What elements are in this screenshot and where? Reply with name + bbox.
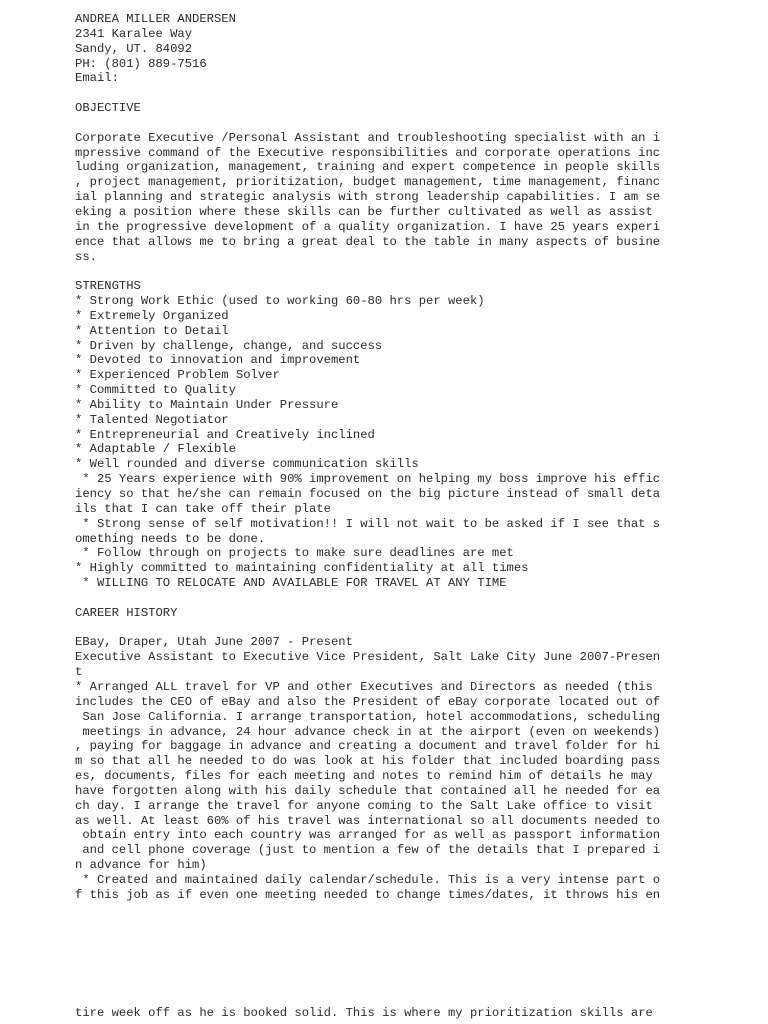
duty-line: and cell phone coverage (just to mention a few of the details that I prepared i (75, 843, 661, 858)
duty-line: , paying for baggage in advance and creating a document and travel folder for hi (75, 739, 661, 754)
objective-paragraph (75, 131, 755, 265)
strength-item: * Talented Negotiator (75, 412, 229, 427)
duty-line: San Jose California. I arrange transportation, hotel accommodations, scheduling (75, 709, 661, 724)
strength-item: * Follow through on projects to make sure deadlines are met (75, 546, 514, 561)
contact-street: 2341 Karalee Way (75, 26, 193, 41)
duty-line: m so that all he needed to do was look at his folder that included boarding pass (75, 754, 661, 769)
objective-line: in the progressive development of a quality organization. I have 25 years experi (75, 219, 661, 234)
strengths-list (75, 294, 755, 591)
continued-line: tire week off as he is booked solid. This is where my prioritization skills are (75, 1006, 653, 1020)
strength-item: * Ability to Maintain Under Pressure (75, 397, 339, 412)
contact-phone: PH: (801) 889-7516 (75, 56, 207, 71)
duty-line: * Arranged ALL travel for VP and other Executives and Directors as needed (this (75, 679, 653, 694)
spacer (75, 116, 755, 131)
job-entry (75, 635, 755, 680)
job-line: t (75, 665, 83, 680)
objective-line: luding organization, management, training and expert competence in people skills (75, 160, 661, 175)
spacer (75, 86, 755, 101)
job-duties (75, 680, 755, 903)
job-line: Executive Assistant to Executive Vice President, Salt Lake City June 2007-Presen (75, 650, 661, 665)
strength-item: ils that I can take off their plate (75, 501, 331, 516)
strength-item: * Strong Work Ethic (used to working 60-80 hrs per week) (75, 294, 485, 309)
spacer (75, 591, 755, 606)
career-heading: CAREER HISTORY (75, 605, 178, 620)
resume-page (75, 12, 755, 903)
spacer (75, 264, 755, 279)
strength-item: * Highly committed to maintaining confidentiality at all times (75, 561, 529, 576)
job-line: EBay, Draper, Utah June 2007 - Present (75, 635, 353, 650)
strength-item: * Extremely Organized (75, 308, 229, 323)
strength-item: iency so that he/she can remain focused on the big picture instead of small deta (75, 487, 661, 501)
objective-line: eking a position where these skills can be further cultivated as well as assist (75, 204, 653, 219)
objective-line: Corporate Executive /Personal Assistant and troubleshooting specialist with an i (75, 130, 661, 145)
strength-item: * Well rounded and diverse communication skills (75, 457, 419, 472)
duty-line: obtain entry into each country was arranged for as well as passport information (75, 828, 661, 843)
duty-line: f this job as if even one meeting needed to change times/dates, it throws his en (75, 887, 661, 902)
objective-heading: OBJECTIVE (75, 101, 141, 116)
objective-line: ss. (75, 249, 97, 264)
strength-item: * WILLING TO RELOCATE AND AVAILABLE FOR TRAVEL AT ANY TIME (75, 576, 507, 591)
strength-item: * Strong sense of self motivation!! I will not wait to be asked if I see that s (75, 516, 661, 531)
duty-line: as well. At least 60% of his travel was international so all documents needed to (75, 813, 661, 828)
strength-item: * Experienced Problem Solver (75, 368, 280, 383)
strength-item: * Devoted to innovation and improvement (75, 353, 361, 368)
strength-item: * Driven by challenge, change, and success (75, 338, 383, 353)
objective-line: , project management, prioritization, budget management, time management, financ (75, 175, 661, 190)
objective-line: mpressive command of the Executive responsibilities and corporate operations inc (75, 145, 661, 160)
strength-item: * Committed to Quality (75, 383, 236, 398)
duty-line: includes the CEO of eBay and also the President of eBay corporate located out of (75, 694, 661, 709)
duty-line: * Created and maintained daily calendar/schedule. This is a very intense part o (75, 872, 661, 887)
strengths-heading: STRENGTHS (75, 279, 141, 294)
objective-line: ial planning and strategic analysis with strong leadership capabilities. I am se (75, 190, 661, 205)
duty-line: meetings in advance, 24 hour advance check in at the airport (even on weekends) (75, 724, 661, 739)
contact-email: Email: (75, 71, 119, 86)
strength-item: * Adaptable / Flexible (75, 442, 236, 457)
duty-line: ch day. I arrange the travel for anyone coming to the Salt Lake office to visit (75, 798, 653, 813)
strength-item: * Attention to Detail (75, 323, 229, 338)
contact-name: ANDREA MILLER ANDERSEN (75, 12, 236, 26)
contact-city: Sandy, UT. 84092 (75, 41, 193, 56)
duty-line: have forgotten along with his daily schedule that contained all he needed for ea (75, 783, 661, 798)
strength-item: * 25 Years experience with 90% improvement on helping my boss improve his effic (75, 472, 661, 487)
duty-line: es, documents, files for each meeting and notes to remind him of details he may (75, 769, 653, 784)
strength-item: * Entrepreneurial and Creatively inclined (75, 427, 375, 442)
strength-item: omething needs to be done. (75, 531, 266, 546)
duty-line: n advance for him) (75, 858, 207, 873)
spacer (75, 621, 755, 636)
objective-line: ence that allows me to bring a great deal to the table in many aspects of busine (75, 234, 661, 249)
